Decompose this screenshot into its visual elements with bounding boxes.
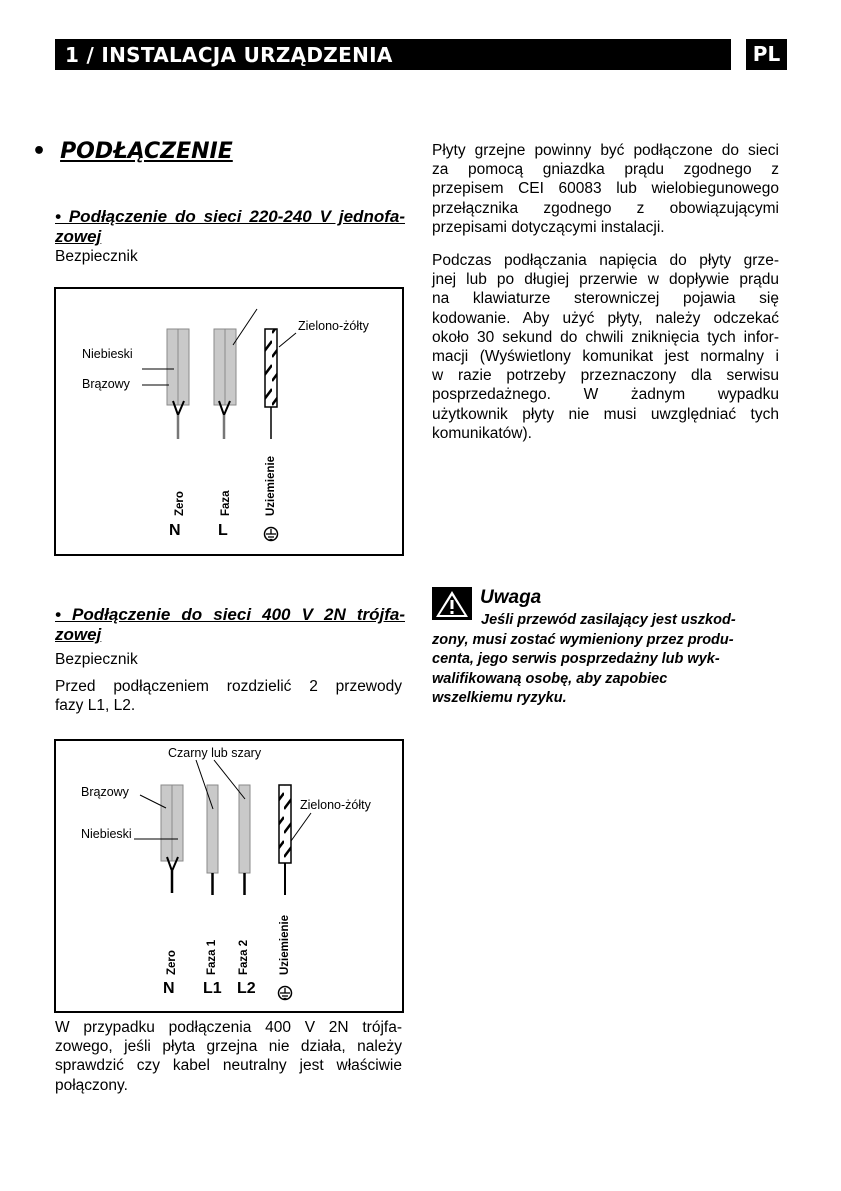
three-phase-instruction: [55, 677, 402, 715]
three-phase-fuse: Bezpiecznik: [55, 651, 138, 668]
connection-paragraph: [432, 141, 779, 237]
note-line: połączony.: [55, 1076, 128, 1094]
terminal-symbol-l1: L1: [203, 980, 222, 997]
para-line: komunikatów).: [432, 424, 532, 442]
earth-cable: [265, 329, 277, 439]
language-badge: PL: [746, 39, 787, 70]
warning-title: Uwaga: [480, 587, 542, 608]
para-line: Podczas podłączania napięcia do płyty grze-: [432, 252, 779, 269]
earth-symbol-icon: [265, 528, 278, 541]
phase1-cable: [207, 785, 218, 895]
warning-text: [432, 611, 777, 709]
terminal-name-phase: Faza: [220, 490, 232, 516]
note-line: zowego, jeśli płyta grzejna nie działa, należy: [55, 1038, 402, 1056]
terminal-name-phase2: Faza 2: [238, 939, 250, 975]
warning-line: centa, jego serwis posprzedażny lub wyk-: [432, 651, 720, 667]
coding-paragraph: [432, 251, 779, 443]
terminal-symbol-l2: L2: [237, 980, 256, 997]
para-line: jnej lub po długiej przerwie w dopływie prądu: [432, 271, 779, 289]
label-blue: Niebieski: [82, 347, 133, 361]
black-grey-leader-2: [214, 760, 245, 799]
header-bar: [55, 39, 731, 70]
terminal-name-earth: Uziemienie: [279, 914, 291, 975]
warning-line: Jeśli przewód zasilający jest uszkod-: [481, 612, 736, 628]
note-line: sprawdzić czy kabel neutralny jest właściwie: [55, 1057, 402, 1075]
para-line: kodowanie. Aby użyć płyty, należy odczekać: [432, 309, 779, 327]
three-phase-diagram: [54, 739, 404, 1013]
page-title: 1 / INSTALACJA URZĄDZENIA: [65, 43, 393, 67]
label-blue: Niebieski: [81, 827, 132, 841]
single-phase-title: [55, 207, 405, 247]
section-title-text: PODŁĄCZENIE: [60, 139, 233, 164]
label-brown: Brązowy: [82, 377, 130, 391]
note-line: W przypadku podłączenia 400 V 2N trójfa-: [55, 1019, 402, 1036]
section-bullet: •: [32, 139, 47, 164]
terminal-name-zero: Zero: [166, 950, 178, 975]
green-yellow-leader: [279, 333, 296, 347]
para-line: za pomocą gniazdka prądu zgodnego z: [432, 161, 779, 179]
para-line: przepisem CEI 60083 lub wielobiegunowego: [432, 180, 779, 198]
three-phase-title-line2: zowej: [55, 625, 102, 644]
instruction-line: Przed podłączeniem rozdzielić 2 przewody: [55, 678, 402, 695]
warning-line: zony, musi zostać wymieniony przez produ-: [432, 631, 734, 648]
terminal-symbol-n: N: [169, 522, 181, 539]
terminal-name-phase1: Faza 1: [206, 939, 218, 975]
single-phase-title-line2: zowej: [55, 227, 102, 246]
terminal-name-zero: Zero: [174, 491, 186, 516]
warning-line: walifikowaną osobę, aby zapobiec: [432, 670, 668, 687]
terminal-name-earth: Uziemienie: [265, 455, 277, 516]
terminal-symbol-n: N: [163, 980, 175, 997]
phase2-cable: [239, 785, 250, 895]
warning-line: wszelkiemu ryzyku.: [432, 690, 567, 706]
earth-cable: [279, 785, 291, 895]
section-title: [32, 139, 233, 164]
single-phase-title-line1: • Podłączenie do sieci 220-240 V jednofa-: [55, 207, 405, 226]
single-phase-fuse: Bezpiecznik: [55, 248, 138, 265]
phase-leader: [233, 309, 257, 345]
para-line: przepisami dotyczącymi instalacji.: [432, 218, 665, 236]
para-line: Płyty grzejne powinny być podłączone do sieci: [432, 142, 779, 159]
para-line: macji (Wyświetlony komunikat jest normalny i: [432, 348, 779, 366]
three-phase-title: [55, 605, 405, 645]
label-black-grey: Czarny lub szary: [168, 746, 262, 760]
para-line: przełącznika zgodnego z obowiązującymi: [432, 199, 779, 217]
phase-cable: [214, 329, 236, 439]
para-line: na klawiaturze sterowniczej pojawia się: [432, 290, 779, 308]
label-brown: Brązowy: [81, 785, 129, 799]
three-phase-note: [55, 1018, 402, 1095]
para-line: posprzedażnego. W żadnym wypadku: [432, 386, 779, 404]
three-phase-title-line1: • Podłączenie do sieci 400 V 2N trójfa-: [55, 605, 405, 624]
para-line: około 30 sekund do chwili zniknięcia tych infor-: [432, 328, 779, 346]
single-phase-diagram: [54, 287, 404, 556]
terminal-symbol-l: L: [218, 522, 228, 539]
instruction-line: fazy L1, L2.: [55, 697, 136, 715]
label-green-yellow: Zielono-żółty: [300, 798, 371, 812]
label-green-yellow: Zielono-żółty: [298, 319, 369, 333]
para-line: w razie potrzeby przeznaczony dla serwisu: [432, 367, 779, 385]
three-phase-wiring-svg: [56, 741, 402, 1011]
neutral-cable: [167, 329, 189, 439]
green-yellow-leader: [291, 813, 311, 841]
earth-symbol-icon: [279, 987, 292, 1000]
para-line: użytkownik płyty nie musi uwzględniać tych: [432, 405, 779, 423]
